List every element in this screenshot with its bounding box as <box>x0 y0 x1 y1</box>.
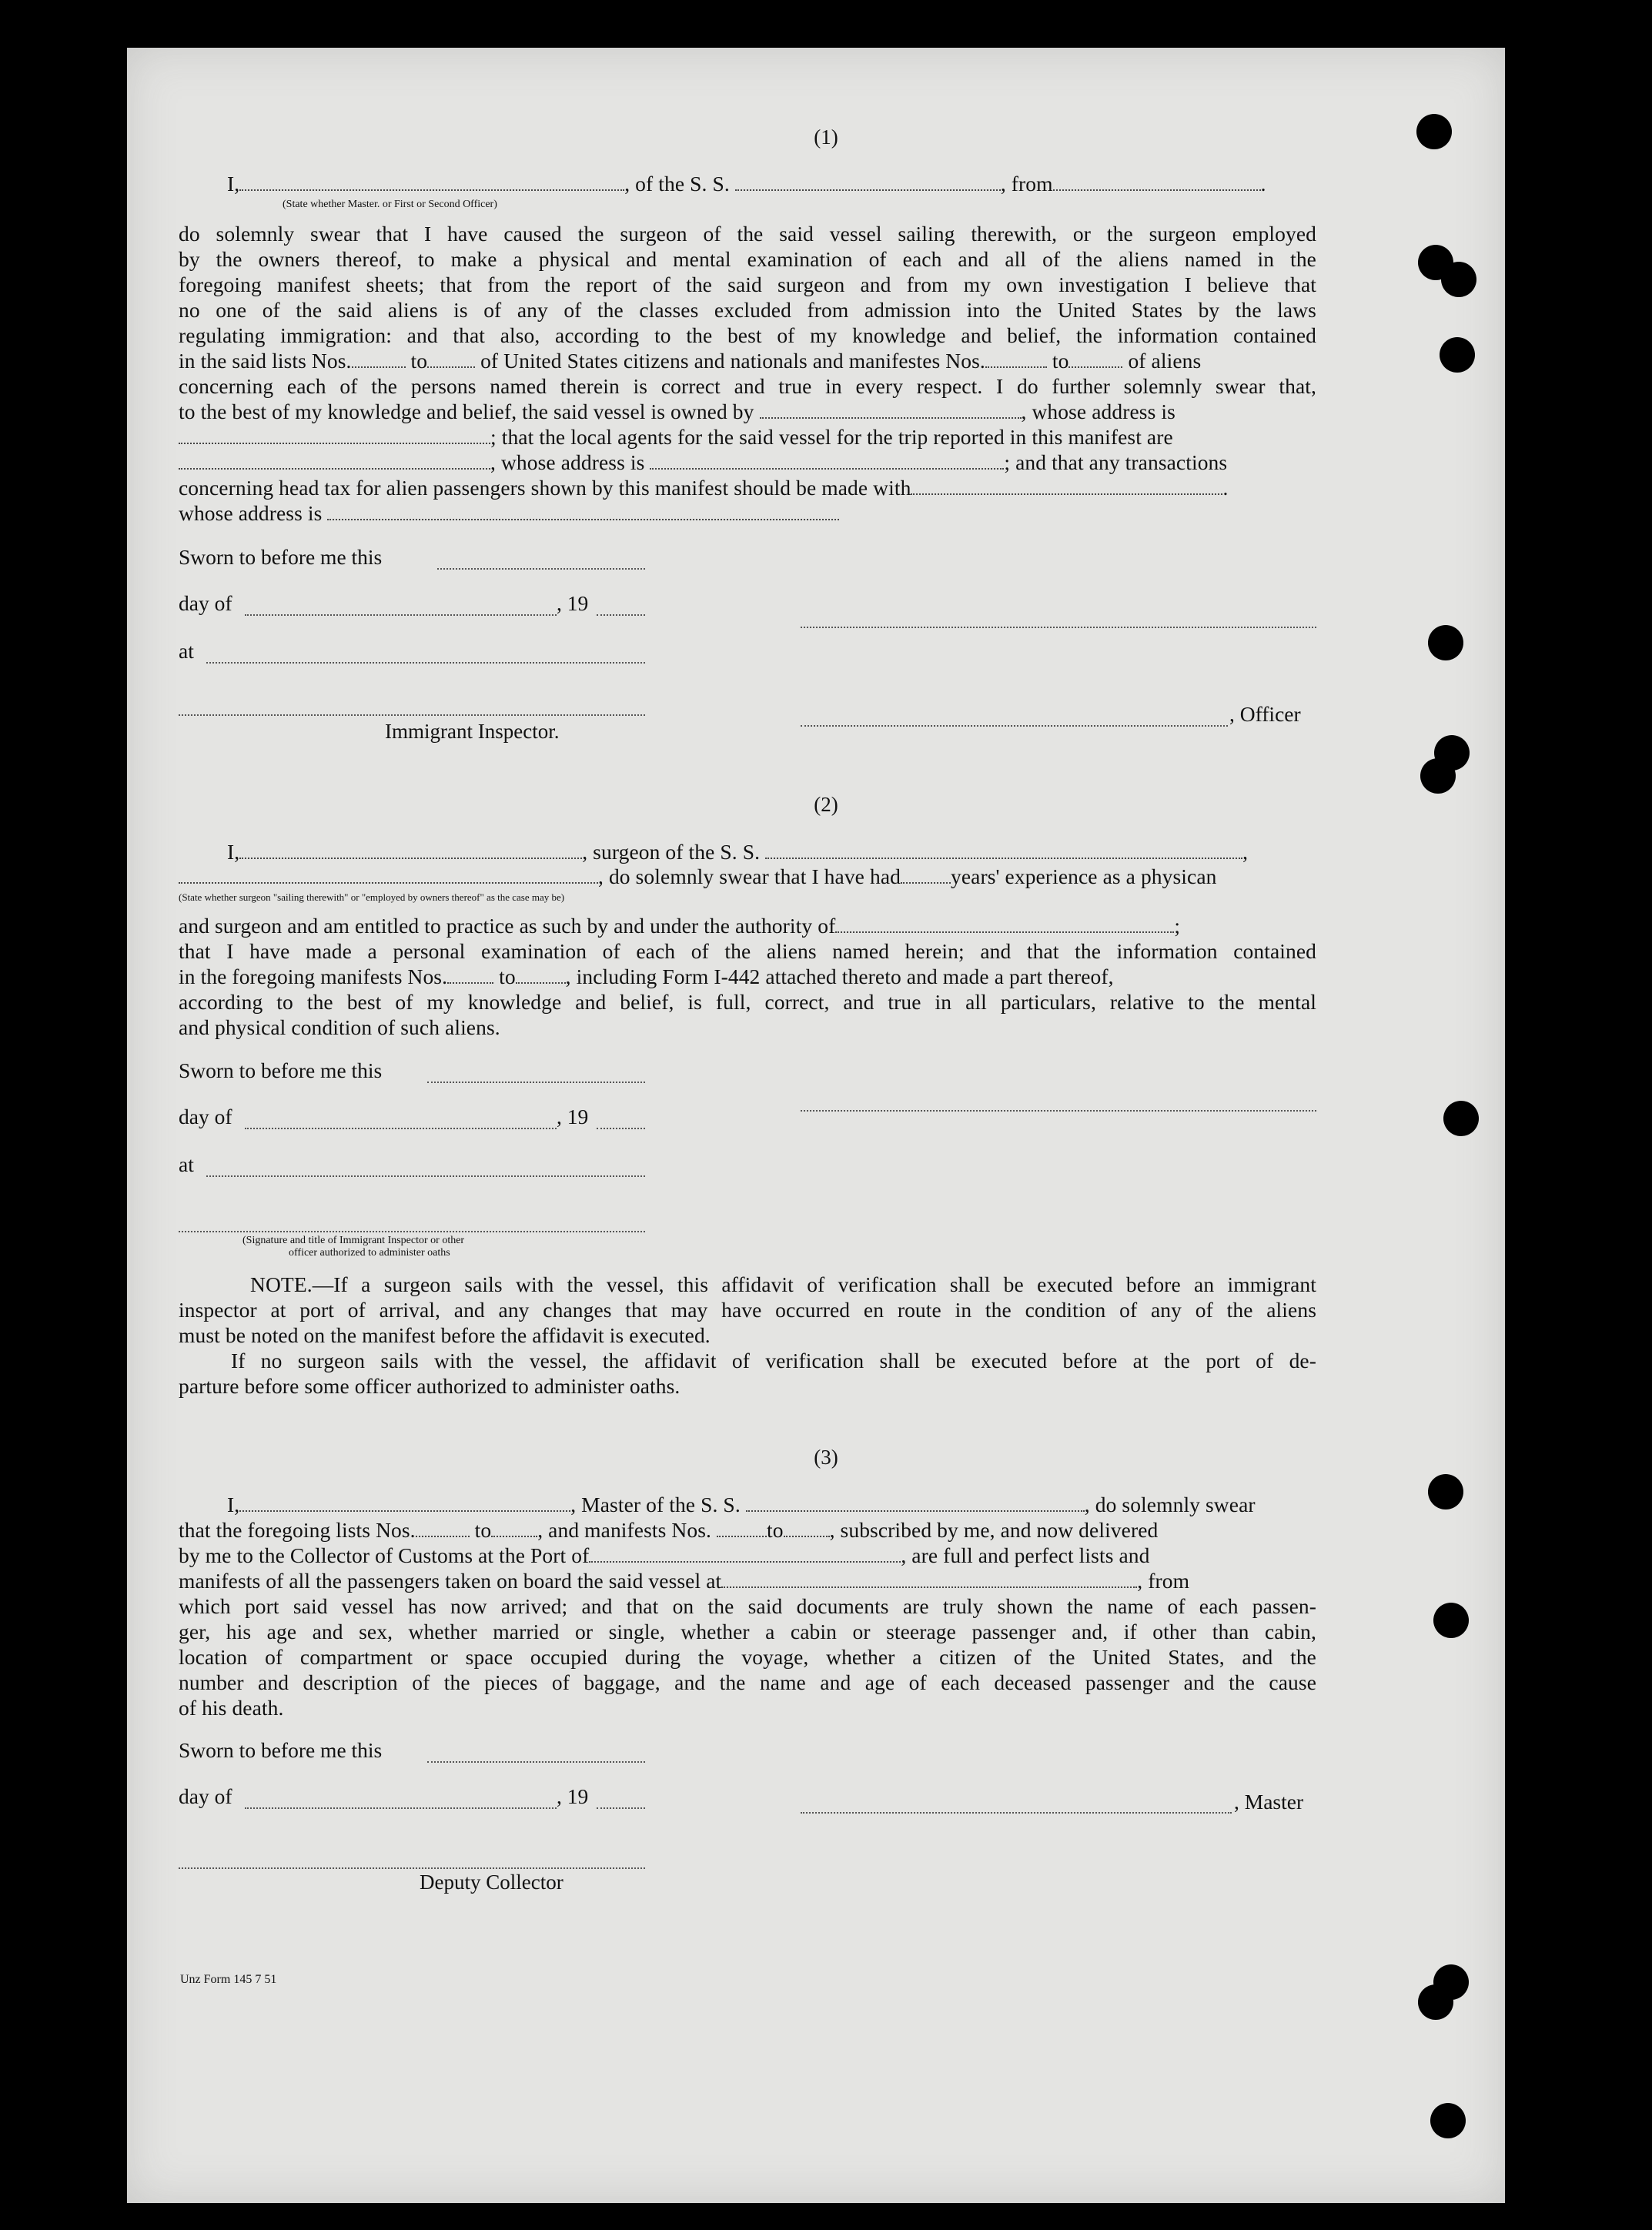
day-label: day of <box>179 1784 232 1808</box>
master-signature-line <box>801 1810 1232 1814</box>
section-2-line-2: , do solemnly swear that I have had years' experience as a physican <box>179 864 1316 889</box>
text-line: location of compartment or space occupied during the voyage, whether a citizen of the United States, and the <box>179 1645 1316 1669</box>
day-label: day of <box>179 591 232 615</box>
day-blank <box>245 1806 557 1809</box>
year-blank <box>597 1806 645 1809</box>
section-1-nos-line: in the said lists Nos. to of United States citizens and nationals and manifestes Nos. to of aliens <box>179 349 1202 373</box>
signature-note-1: (Signature and title of Immigrant Inspector or other <box>242 1235 465 1246</box>
punch-hole <box>1441 262 1476 297</box>
day-blank <box>245 1126 557 1129</box>
signature-line <box>801 625 1316 628</box>
section-2-line-3: and surgeon and am entitled to practice as such by and under the authority of ; <box>179 914 1181 938</box>
section-3-line-2: that the foregoing lists Nos. to , and manifests Nos. to , subscribed by me, and now delivered <box>179 1518 1159 1542</box>
section-3-line-4: manifests of all the passengers taken on board the said vessel at , from <box>179 1569 1190 1593</box>
punch-hole <box>1420 758 1456 794</box>
at-blank <box>206 1174 645 1177</box>
at-label: at <box>179 1152 194 1176</box>
form-number: Unz Form 145 7 51 <box>180 1973 277 1986</box>
day-blank <box>245 613 557 616</box>
section-1-address-line: , whose address is ; and that any transactions <box>179 450 1316 475</box>
at-blank <box>206 660 645 664</box>
text-line: number and description of the pieces of baggage, and the name and age of each deceased passenger and the cause <box>179 1670 1316 1694</box>
punch-hole <box>1433 1603 1469 1638</box>
text-line: do solemnly swear that I have caused the surgeon of the said vessel sailing therewith, or the surgeon employed <box>179 222 1316 246</box>
text-line: regulating immigration: and that also, according to the best of my knowledge and belief, the information contained <box>179 323 1316 347</box>
section-3-line-1: I, , Master of the S. S. , do solemnly swear <box>227 1493 1256 1516</box>
text-line: ger, his age and sex, whether married or single, whether a cabin or steerage passenger and, if other than cabin, <box>179 1620 1316 1643</box>
officer-signature-line <box>801 724 1228 727</box>
note-line: NOTE.—If a surgeon sails with the vessel, this affidavit of verification shall be executed before an immigrant <box>250 1272 1316 1296</box>
section-1-note: (State whether Master. or First or Second Officer) <box>283 199 497 210</box>
punch-hole <box>1430 2103 1466 2138</box>
note-line: must be noted on the manifest before the affidavit is executed. <box>179 1323 711 1347</box>
year-blank <box>597 1126 645 1129</box>
sworn-label: Sworn to before me this <box>179 545 383 569</box>
text-line: according to the best of my knowledge and belief, is full, correct, and true in all particulars, relative to the mental <box>179 990 1316 1014</box>
sworn-blank <box>427 1080 645 1083</box>
at-label: at <box>179 639 194 663</box>
inspector-caption: Immigrant Inspector. <box>385 720 560 743</box>
sworn-label: Sworn to before me this <box>179 1738 383 1762</box>
text-line: which port said vessel has now arrived; and that on the said documents are truly shown the name of each passen- <box>179 1594 1316 1618</box>
text-line: of his death. <box>179 1696 284 1720</box>
text-line: concerning each of the persons named therein is correct and true in every respect. I do further solemnly swear that, <box>179 374 1316 398</box>
section-3-number: (3) <box>814 1446 838 1469</box>
punch-hole <box>1418 1984 1453 2020</box>
section-1-number: (1) <box>814 125 838 149</box>
text-line: and physical condition of such aliens. <box>179 1015 500 1039</box>
sworn-label: Sworn to before me this <box>179 1058 383 1082</box>
year-label: , 19 <box>557 591 589 615</box>
section-1-agents-line: ; that the local agents for the said vessel for the trip reported in this manifest are <box>179 424 1316 450</box>
punch-hole <box>1443 1101 1479 1136</box>
section-3-line-3: by me to the Collector of Customs at the Port of , are full and perfect lists and <box>179 1543 1150 1567</box>
year-label: , 19 <box>557 1784 589 1808</box>
note-line: parture before some officer authorized to administer oaths. <box>179 1374 681 1398</box>
section-1-whose-line: whose address is <box>179 500 1316 526</box>
note-line: inspector at port of arrival, and any changes that may have occurred en route in the condition of any of the aliens <box>179 1298 1316 1322</box>
section-2-line-5: in the foregoing manifests Nos. to , including Form I-442 attached thereto and made a part thereof, <box>179 965 1114 988</box>
text-line: by the owners thereof, to make a physical and mental examination of each and all of the aliens named in the <box>179 247 1316 271</box>
master-label: , Master <box>1234 1790 1304 1814</box>
section-1-owned-line: to the best of my knowledge and belief, the said vessel is owned by , whose address is <box>179 400 1175 423</box>
punch-hole <box>1440 337 1475 373</box>
section-1-headtax-line: concerning head tax for alien passengers shown by this manifest should be made with . <box>179 476 1229 500</box>
text-line: that I have made a personal examination of each of the aliens named herein; and that the information contained <box>179 939 1316 963</box>
day-label: day of <box>179 1105 232 1128</box>
collector-caption: Deputy Collector <box>420 1871 563 1894</box>
collector-signature-line <box>179 1866 645 1869</box>
note-line: If no surgeon sails with the vessel, the affidavit of verification shall be executed before at the port of de- <box>231 1349 1316 1372</box>
signature-line <box>801 1108 1316 1112</box>
sworn-blank <box>427 1760 645 1763</box>
section-2-note: (State whether surgeon "sailing therewith" or "employed by owners thereof" as the case may be) <box>179 891 565 903</box>
officer-label: , Officer <box>1229 702 1301 726</box>
inspector-signature-line <box>179 1229 645 1232</box>
section-2-number: (2) <box>814 793 838 816</box>
punch-hole <box>1428 625 1463 660</box>
signature-note-2: officer authorized to administer oaths <box>289 1247 450 1259</box>
punch-hole <box>1428 1474 1463 1510</box>
text-line: no one of the said aliens is of any of the classes excluded from admission into the United States by the laws <box>179 298 1316 322</box>
text-line: foregoing manifest sheets; that from the report of the said surgeon and from my own investigation I believe that <box>179 272 1316 296</box>
inspector-signature-line <box>179 713 645 716</box>
year-blank <box>597 613 645 616</box>
sworn-blank <box>437 567 645 570</box>
year-label: , 19 <box>557 1105 589 1128</box>
section-1-line-1: I, , of the S. S. , from . <box>227 172 1266 196</box>
section-2-line-1: I, , surgeon of the S. S. , <box>227 840 1249 864</box>
